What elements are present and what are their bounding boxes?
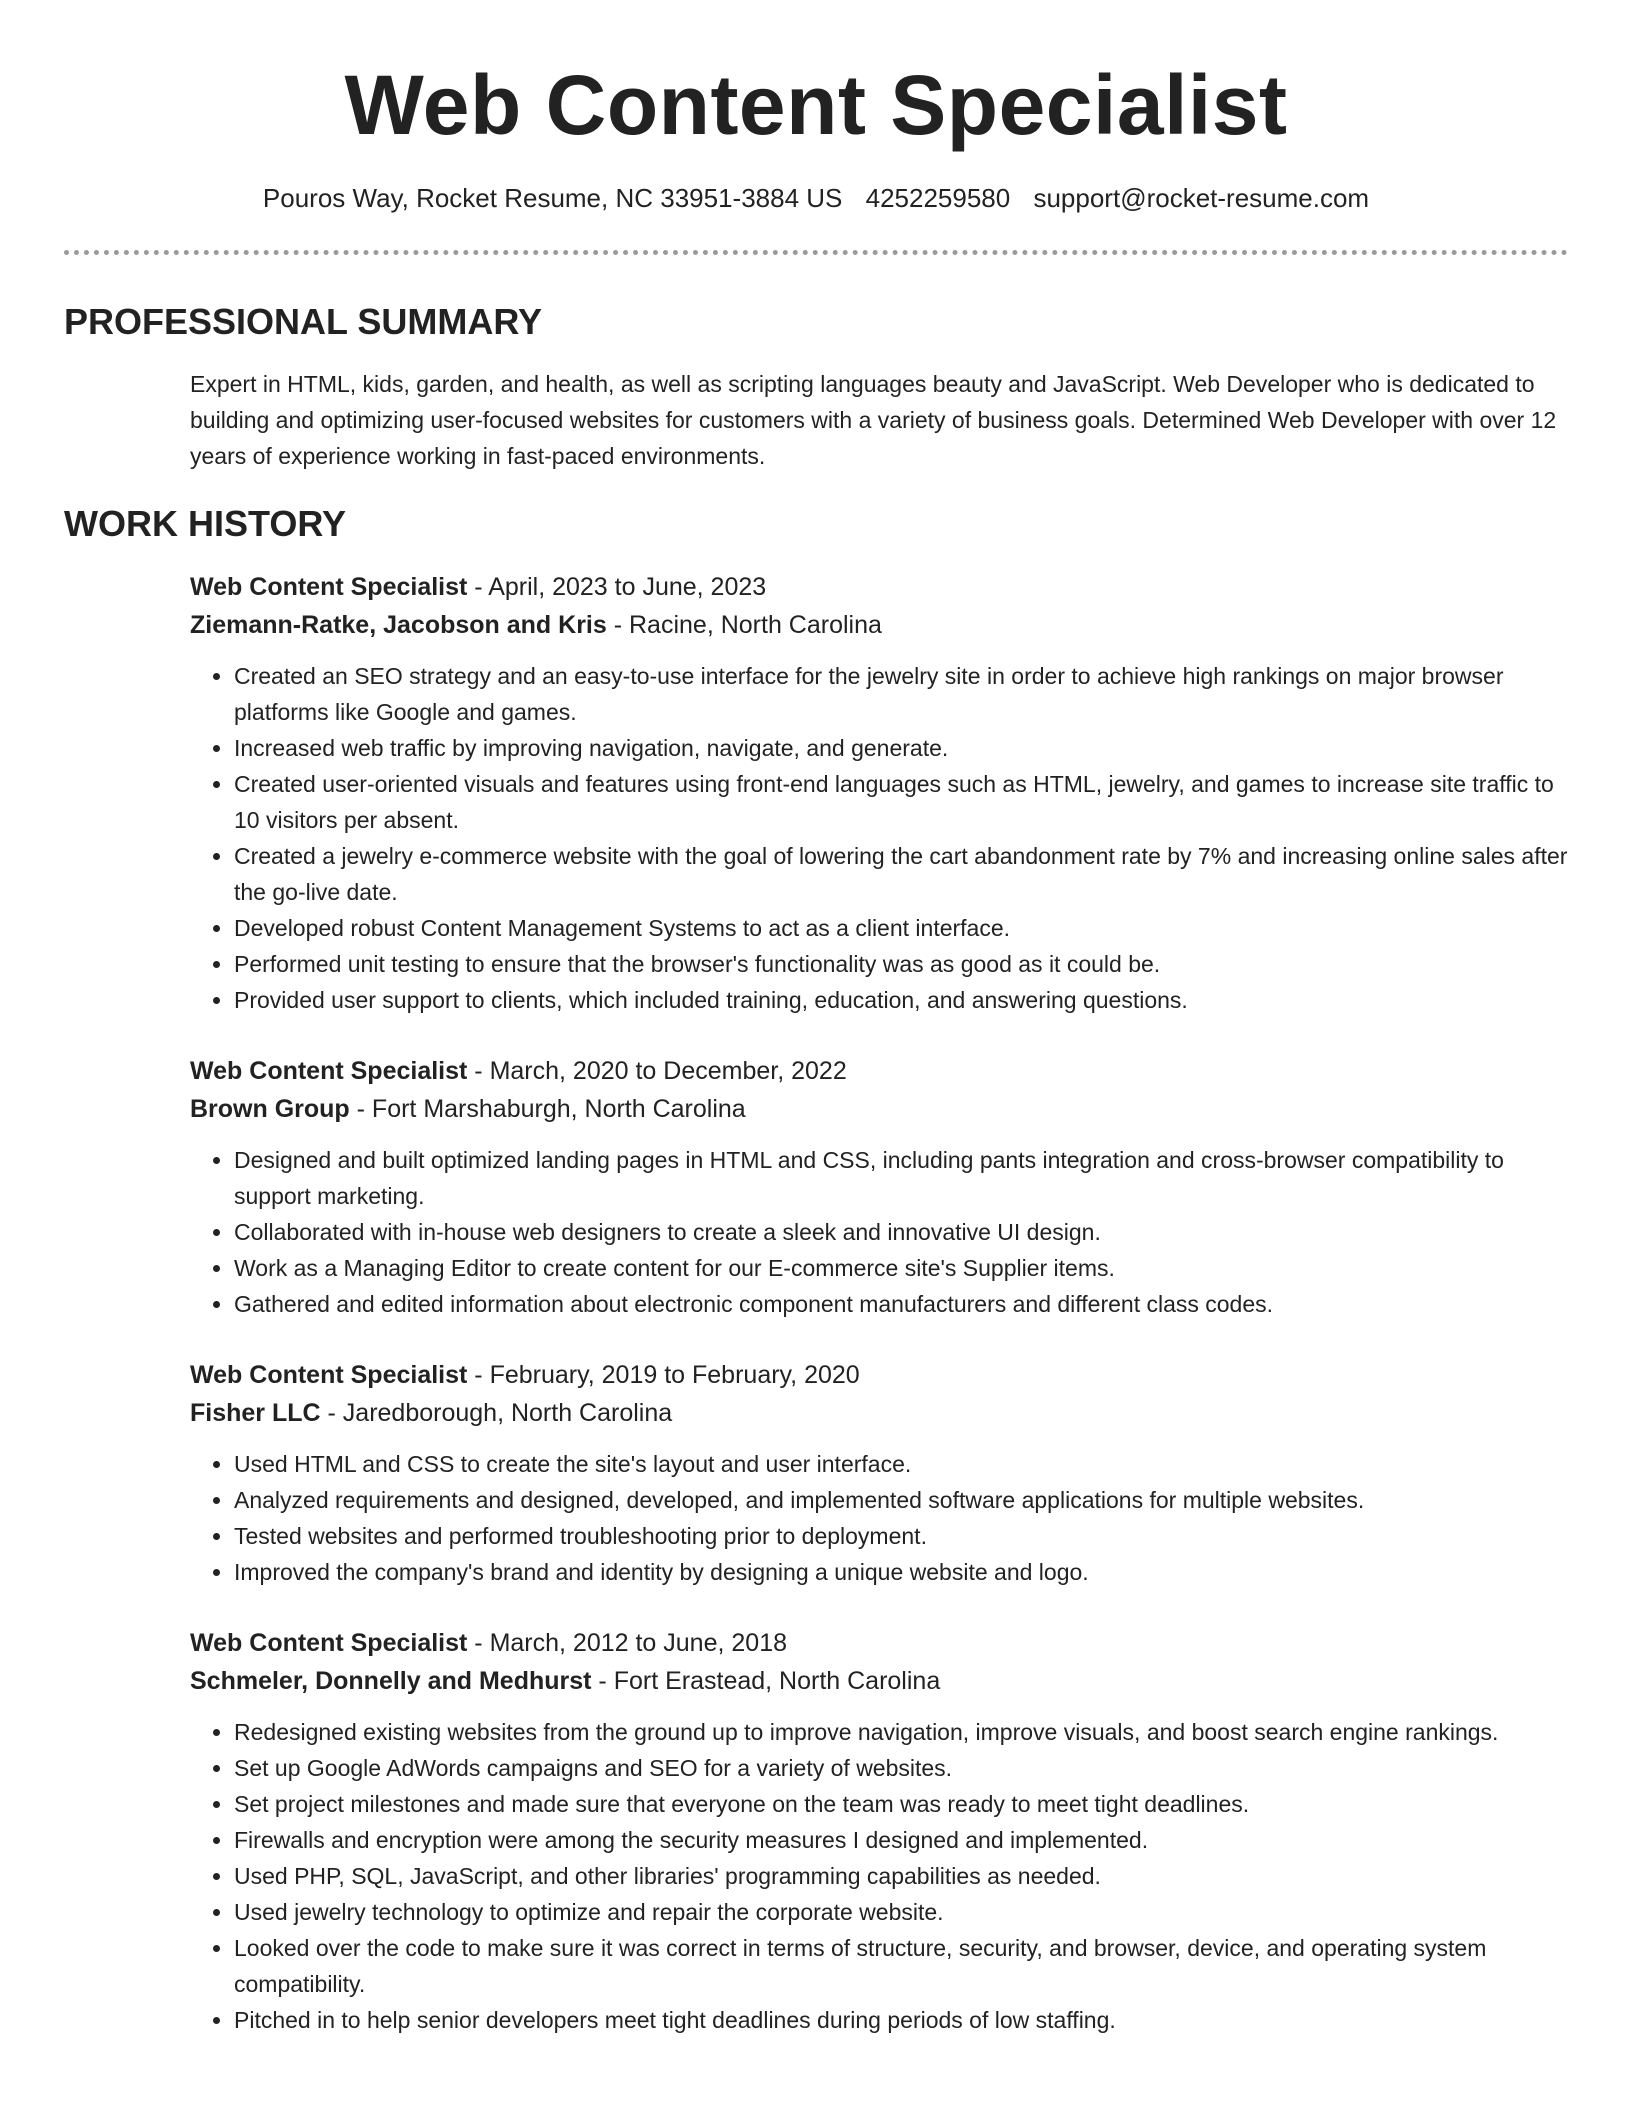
- job-bullets: [190, 1714, 1570, 2038]
- job-role: Web Content Specialist: [190, 1361, 468, 1389]
- job-company-line: [190, 1090, 1570, 1128]
- job-bullet: • Work as a Managing Editor to create content for our E-commerce site's Supplier items.: [234, 1250, 1570, 1286]
- job-role-line: [190, 568, 1570, 606]
- job-location: - Racine, North Carolina: [606, 611, 882, 639]
- job-role: Web Content Specialist: [190, 573, 468, 601]
- job-bullet: • Created a jewelry e-commerce website with the goal of lowering the cart abandonment rate by 7% and increasing online sales after the go-live date.: [234, 838, 1570, 910]
- job-dates: - April, 2023 to June, 2023: [467, 573, 767, 601]
- job-role-line: [190, 1356, 1570, 1394]
- job-company: Brown Group: [190, 1095, 350, 1123]
- job-company: Fisher LLC: [190, 1399, 321, 1427]
- summary-heading: PROFESSIONAL SUMMARY: [64, 301, 543, 342]
- job-bullets: [190, 1446, 1570, 1590]
- job-dates: - March, 2020 to December, 2022: [467, 1057, 847, 1085]
- job-bullet: • Provided user support to clients, which included training, education, and answering questions.: [234, 982, 1570, 1018]
- job-bullet: • Tested websites and performed troubleshooting prior to deployment.: [234, 1518, 1570, 1554]
- job-bullet: • Redesigned existing websites from the ground up to improve navigation, improve visuals, and boost search engine rankings.: [234, 1714, 1570, 1750]
- job-bullet: • Looked over the code to make sure it was correct in terms of structure, security, and browser, device, and operating system compatibility.: [234, 1930, 1570, 2002]
- job-role-line: [190, 1052, 1570, 1090]
- job-bullets: [190, 1142, 1570, 1322]
- job-bullets: [190, 658, 1570, 1018]
- summary-text: Expert in HTML, kids, garden, and health, as well as scripting languages beauty and JavaScript. Web Developer who is dedicated to building and optimizing user-focused websites for customers with a variety of business goals. Determined Web Developer with over 12 years of experience working in fast-paced environments.: [190, 371, 1557, 469]
- work-history-heading: WORK HISTORY: [64, 503, 347, 544]
- job-bullet: • Performed unit testing to ensure that the browser's functionality was as good as it could be.: [234, 946, 1570, 982]
- job-bullet: • Analyzed requirements and designed, developed, and implemented software applications for multiple websites.: [234, 1482, 1570, 1518]
- job-company: Schmeler, Donnelly and Medhurst: [190, 1667, 592, 1695]
- job-company: Ziemann-Ratke, Jacobson and Kris: [190, 611, 607, 639]
- job-bullet: • Created an SEO strategy and an easy-to-use interface for the jewelry site in order to achieve high rankings on major browser platforms like Google and games.: [234, 658, 1570, 730]
- job-location: - Fort Marshaburgh, North Carolina: [349, 1095, 746, 1123]
- contact-info: [0, 180, 1632, 216]
- job-bullet: • Gathered and edited information about electronic component manufacturers and different class codes.: [234, 1286, 1570, 1322]
- job-role-line: [190, 1624, 1570, 1662]
- job-role: Web Content Specialist: [190, 1629, 468, 1657]
- contact-address: Pouros Way, Rocket Resume, NC 33951-3884 US: [262, 183, 843, 213]
- job-bullet: • Used jewelry technology to optimize and repair the corporate website.: [234, 1894, 1570, 1930]
- job-dates: - March, 2012 to June, 2018: [467, 1629, 788, 1657]
- contact-email: support@rocket-resume.com: [1033, 183, 1370, 213]
- job-bullet: • Set up Google AdWords campaigns and SEO for a variety of websites.: [234, 1750, 1570, 1786]
- job-bullet: • Improved the company's brand and identity by designing a unique website and logo.: [234, 1554, 1570, 1590]
- job-dates: - February, 2019 to February, 2020: [467, 1361, 860, 1389]
- job-entry: [190, 1624, 1570, 2038]
- job-bullet: • Used PHP, SQL, JavaScript, and other libraries' programming capabilities as needed.: [234, 1858, 1570, 1894]
- job-entry: [190, 1052, 1570, 1322]
- job-bullet: • Increased web traffic by improving navigation, navigate, and generate.: [234, 730, 1570, 766]
- job-bullet: • Set project milestones and made sure that everyone on the team was ready to meet tight deadlines.: [234, 1786, 1570, 1822]
- job-bullet: • Developed robust Content Management Systems to act as a client interface.: [234, 910, 1570, 946]
- job-company-line: [190, 1662, 1570, 1700]
- job-company-line: [190, 1394, 1570, 1432]
- work-history-list: [190, 568, 1570, 2072]
- job-role: Web Content Specialist: [190, 1057, 468, 1085]
- job-entry: [190, 1356, 1570, 1590]
- job-location: - Jaredborough, North Carolina: [320, 1399, 673, 1427]
- job-bullet: • Used HTML and CSS to create the site's layout and user interface.: [234, 1446, 1570, 1482]
- candidate-name: Web Content Specialist: [344, 58, 1288, 152]
- job-bullet: • Designed and built optimized landing pages in HTML and CSS, including pants integration and cross-browser compatibility to support marketing.: [234, 1142, 1570, 1214]
- job-company-line: [190, 606, 1570, 644]
- job-bullet: • Firewalls and encryption were among the security measures I designed and implemented.: [234, 1822, 1570, 1858]
- job-entry: [190, 568, 1570, 1018]
- job-location: - Fort Erastead, North Carolina: [591, 1667, 941, 1695]
- contact-phone: 4252259580: [865, 183, 1011, 213]
- header-divider: [64, 250, 1568, 255]
- job-bullet: • Created user-oriented visuals and features using front-end languages such as HTML, jewelry, and games to increase site traffic to 10 visitors per absent.: [234, 766, 1570, 838]
- job-bullet: • Collaborated with in-house web designers to create a sleek and innovative UI design.: [234, 1214, 1570, 1250]
- job-bullet: • Pitched in to help senior developers meet tight deadlines during periods of low staffing.: [234, 2002, 1570, 2038]
